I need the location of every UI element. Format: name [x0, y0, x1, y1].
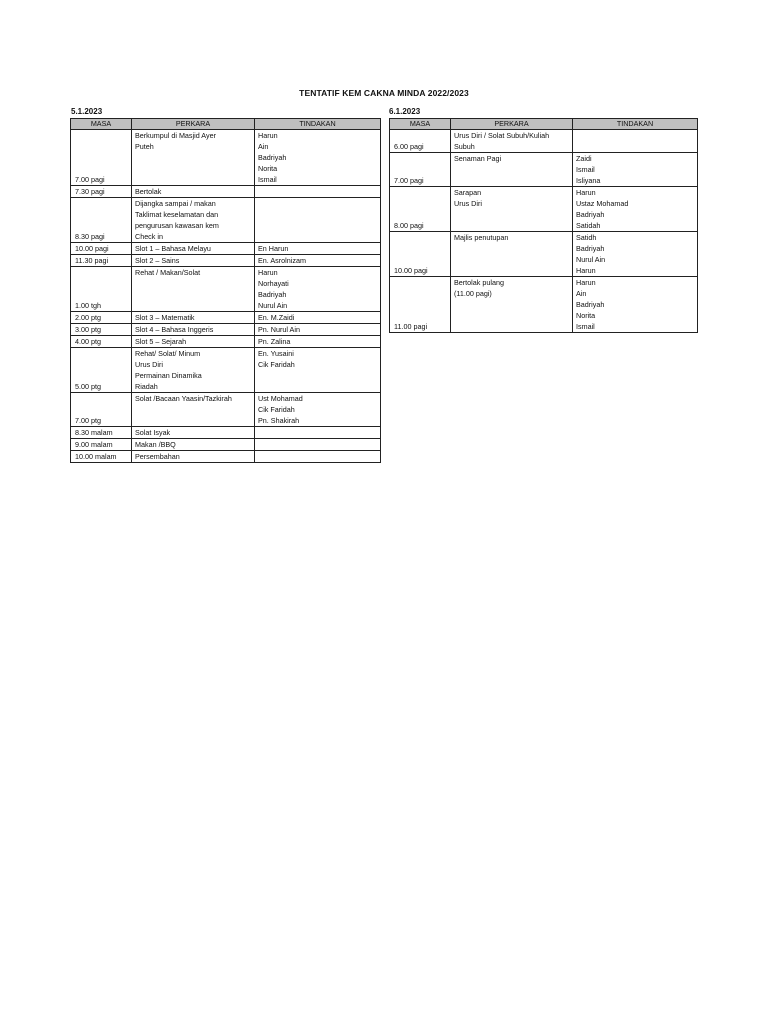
- cell-tindakan: [255, 312, 381, 324]
- perkara-line: Rehat / Makan/Solat: [135, 268, 201, 277]
- tindakan-line: Ustaz Mohamad: [576, 199, 629, 208]
- cell-tindakan: [255, 324, 381, 336]
- perkara-line: Permainan Dinamika: [135, 371, 202, 380]
- cell-tindakan: [255, 130, 381, 186]
- table-row: [390, 187, 698, 232]
- cell-tindakan: [255, 336, 381, 348]
- cell-masa: 8.30 malam: [71, 427, 132, 439]
- cell-perkara: [132, 267, 255, 312]
- cell-tindakan: [255, 198, 381, 243]
- perkara-line: Riadah: [135, 382, 158, 391]
- tindakan-line: Badriyah: [576, 300, 605, 309]
- table-row: [390, 277, 698, 333]
- cell-masa: 1.00 tgh: [71, 267, 132, 312]
- tindakan-line: Zaidi: [576, 154, 592, 163]
- day1-date: 5.1.2023: [71, 107, 103, 116]
- tindakan-line: Ismail: [258, 175, 277, 184]
- cell-masa: 8.30 pagi: [71, 198, 132, 243]
- tindakan-line: Nurul Ain: [258, 301, 288, 310]
- perkara-line: Check in: [135, 232, 163, 241]
- perkara-line: Dijangka sampai / makan: [135, 199, 216, 208]
- tindakan-line: Ain: [576, 289, 587, 298]
- cell-tindakan: [573, 187, 698, 232]
- perkara-line: Urus Diri / Solat Subuh/Kuliah: [454, 131, 550, 140]
- perkara-line: Sarapan: [454, 188, 482, 197]
- cell-tindakan: [255, 427, 381, 439]
- table-row: [390, 232, 698, 277]
- perkara-line: Bertolak pulang: [454, 278, 504, 287]
- cell-tindakan: [255, 348, 381, 393]
- cell-tindakan: [255, 186, 381, 198]
- tindakan-line: Harun: [576, 278, 596, 287]
- tindakan-line: En. Yusaini: [258, 349, 294, 358]
- cell-perkara: [451, 130, 573, 153]
- tindakan-line: Harun: [258, 131, 278, 140]
- cell-tindakan: [255, 255, 381, 267]
- tindakan-line: Pn. Nurul Ain: [258, 325, 300, 334]
- tindakan-line: Satidah: [576, 221, 601, 230]
- perkara-line: Slot 1 – Bahasa Melayu: [135, 244, 211, 253]
- cell-perkara: [132, 243, 255, 255]
- cell-tindakan: [255, 243, 381, 255]
- tindakan-line: Isliyana: [576, 176, 601, 185]
- cell-perkara: [132, 393, 255, 427]
- header-tindakan: TINDAKAN: [255, 119, 381, 130]
- tindakan-line: Ust Mohamad: [258, 394, 303, 403]
- perkara-line: Berkumpul di Masjid Ayer: [135, 131, 216, 140]
- cell-tindakan: [573, 277, 698, 333]
- tindakan-line: Cik Faridah: [258, 360, 295, 369]
- tindakan-line: Harun: [258, 268, 278, 277]
- cell-perkara: [132, 336, 255, 348]
- table-row: [390, 130, 698, 153]
- perkara-line: Slot 2 – Sains: [135, 256, 180, 265]
- tindakan-line: Badriyah: [258, 153, 287, 162]
- cell-masa: 10.00 pagi: [390, 232, 451, 277]
- day2-date: 6.1.2023: [389, 107, 421, 116]
- tindakan-line: Badriyah: [576, 210, 605, 219]
- table-row: [71, 439, 381, 451]
- cell-perkara: [132, 130, 255, 186]
- table-row: [71, 267, 381, 312]
- table-header-row: [390, 119, 698, 130]
- perkara-line: Slot 3 – Matematik: [135, 313, 195, 322]
- header-perkara: PERKARA: [451, 119, 573, 130]
- day2-schedule-table: [389, 118, 698, 333]
- tindakan-line: Harun: [576, 266, 596, 275]
- cell-perkara: [451, 232, 573, 277]
- table-row: [71, 198, 381, 243]
- tindakan-line: En. Asrolnizam: [258, 256, 306, 265]
- cell-masa: 4.00 ptg: [71, 336, 132, 348]
- cell-masa: 7.30 pagi: [71, 186, 132, 198]
- perkara-line: Subuh: [454, 142, 475, 151]
- perkara-line: Majlis penutupan: [454, 233, 509, 242]
- perkara-line: Solat /Bacaan Yaasin/Tazkirah: [135, 394, 232, 403]
- header-masa: MASA: [390, 119, 451, 130]
- cell-masa: 5.00 ptg: [71, 348, 132, 393]
- cell-masa: 10.00 pagi: [71, 243, 132, 255]
- tindakan-line: Norita: [576, 311, 596, 320]
- tindakan-line: En. M.Zaidi: [258, 313, 295, 322]
- perkara-line: Slot 4 – Bahasa Inggeris: [135, 325, 214, 334]
- perkara-line: (11.00 pagi): [454, 289, 492, 298]
- cell-masa: 7.00 pagi: [71, 130, 132, 186]
- perkara-line: Slot 5 – Sejarah: [135, 337, 187, 346]
- cell-masa: 8.00 pagi: [390, 187, 451, 232]
- tindakan-line: Ismail: [576, 165, 595, 174]
- perkara-line: Persembahan: [135, 452, 180, 461]
- table-row: [71, 186, 381, 198]
- cell-perkara: [132, 198, 255, 243]
- table-row: [71, 324, 381, 336]
- table-row: [71, 393, 381, 427]
- tindakan-line: Cik Faridah: [258, 405, 295, 414]
- cell-masa: 9.00 malam: [71, 439, 132, 451]
- cell-perkara: [132, 439, 255, 451]
- tindakan-line: Ismail: [576, 322, 595, 331]
- cell-perkara: [132, 348, 255, 393]
- cell-masa: 2.00 ptg: [71, 312, 132, 324]
- table-row: [71, 130, 381, 186]
- tindakan-line: Ain: [258, 142, 269, 151]
- tindakan-line: Norhayati: [258, 279, 289, 288]
- header-perkara: PERKARA: [132, 119, 255, 130]
- tindakan-line: Pn. Shakirah: [258, 416, 300, 425]
- perkara-line: pengurusan kawasan kem: [135, 221, 219, 230]
- cell-perkara: [132, 324, 255, 336]
- header-masa: MASA: [71, 119, 132, 130]
- table-row: [71, 312, 381, 324]
- document-title: TENTATIF KEM CAKNA MINDA 2022/2023: [299, 88, 469, 98]
- table-row: [71, 451, 381, 463]
- day1-schedule-table: [70, 118, 381, 463]
- cell-perkara: [132, 186, 255, 198]
- cell-masa: 7.00 ptg: [71, 393, 132, 427]
- cell-tindakan: [255, 267, 381, 312]
- perkara-line: Senaman Pagi: [454, 154, 502, 163]
- cell-tindakan: [573, 130, 698, 153]
- perkara-line: Taklimat keselamatan dan: [135, 210, 219, 219]
- tindakan-line: Badriyah: [258, 290, 287, 299]
- cell-perkara: [451, 277, 573, 333]
- perkara-line: Solat Isyak: [135, 428, 171, 437]
- cell-masa: 6.00 pagi: [390, 130, 451, 153]
- header-tindakan: TINDAKAN: [573, 119, 698, 130]
- cell-perkara: [132, 255, 255, 267]
- perkara-line: Urus Diri: [454, 199, 482, 208]
- cell-perkara: [451, 153, 573, 187]
- tindakan-line: Norita: [258, 164, 278, 173]
- cell-perkara: [132, 312, 255, 324]
- tindakan-line: Harun: [576, 188, 596, 197]
- cell-perkara: [451, 187, 573, 232]
- cell-tindakan: [573, 232, 698, 277]
- cell-masa: 3.00 ptg: [71, 324, 132, 336]
- tindakan-line: Satidh: [576, 233, 597, 242]
- perkara-line: Puteh: [135, 142, 154, 151]
- cell-tindakan: [573, 153, 698, 187]
- perkara-line: Bertolak: [135, 187, 162, 196]
- table-row: [71, 243, 381, 255]
- table-row: [71, 336, 381, 348]
- cell-perkara: [132, 427, 255, 439]
- table-row: [390, 153, 698, 187]
- table-row: [71, 348, 381, 393]
- cell-masa: 7.00 pagi: [390, 153, 451, 187]
- cell-perkara: [132, 451, 255, 463]
- cell-tindakan: [255, 439, 381, 451]
- perkara-line: Urus Diri: [135, 360, 163, 369]
- tindakan-line: Nurul Ain: [576, 255, 606, 264]
- table-header-row: [71, 119, 381, 130]
- cell-tindakan: [255, 393, 381, 427]
- perkara-line: Rehat/ Solat/ Minum: [135, 349, 201, 358]
- tindakan-line: En Harun: [258, 244, 289, 253]
- cell-masa: 10.00 malam: [71, 451, 132, 463]
- table-row: [71, 427, 381, 439]
- perkara-line: Makan /BBQ: [135, 440, 176, 449]
- cell-tindakan: [255, 451, 381, 463]
- tindakan-line: Badriyah: [576, 244, 605, 253]
- table-row: [71, 255, 381, 267]
- tindakan-line: Pn. Zalina: [258, 337, 291, 346]
- cell-masa: 11.30 pagi: [71, 255, 132, 267]
- cell-masa: 11.00 pagi: [390, 277, 451, 333]
